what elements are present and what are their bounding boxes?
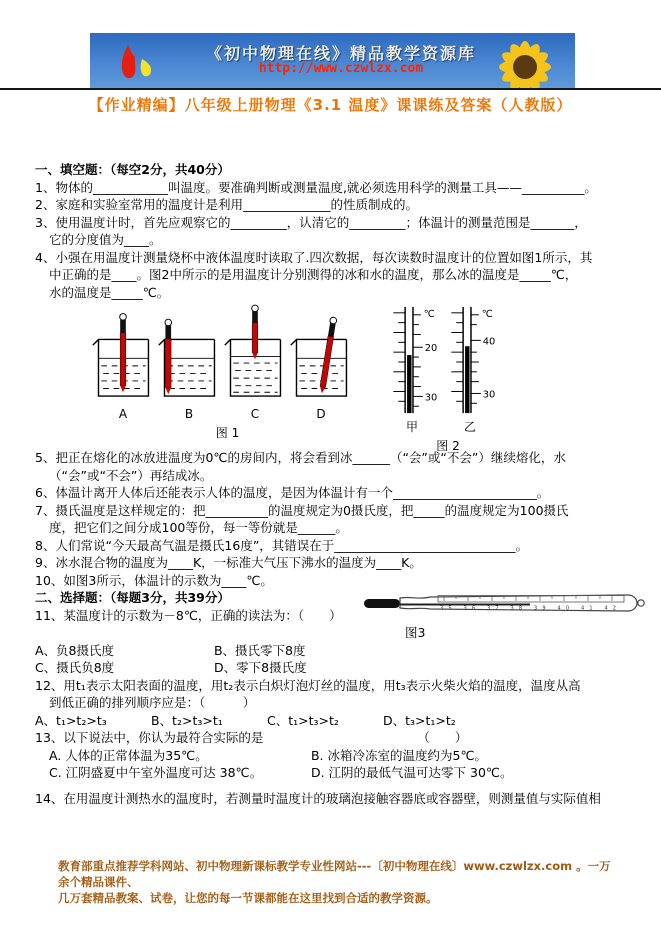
figure-3 xyxy=(360,587,660,624)
question-12-line1: 12、用t₁表示太阳表面的温度，用t₂表示白炽灯泡灯丝的温度，用t₃表示火柴火焰的温度，温度从高 xyxy=(35,677,581,693)
q11-option-b: B、摄氏零下8度 xyxy=(213,642,306,658)
question-11-options-row1 xyxy=(35,642,635,660)
question-7-line2: 度，把它们之间分成100等份，每一等份就是______。 xyxy=(49,520,348,535)
question-8: 8、人们常说“今天最高气温是摄氏16度”，其错误在于_____________________________。 xyxy=(35,537,529,553)
question-4-line2: 中正确的是____。图2中所示的是用温度计分别测得的冰和水的温度，那么冰的温度是_____℃， xyxy=(49,267,578,282)
q11-option-a: A、负8摄氏度 xyxy=(35,642,115,658)
question-3-line1: 3、使用温度计时，首先应观察它的_________，认清它的_________；体温计的测量范围是_______， xyxy=(35,214,587,230)
flame-logo-icon xyxy=(90,33,185,88)
header-divider xyxy=(0,88,661,90)
banner-site-url[interactable]: http://www.czwlzx.com xyxy=(258,61,424,77)
q13-stem: 13、以下说法中，你认为最符合实际的是 xyxy=(35,730,264,745)
beaker-a-image xyxy=(90,303,156,408)
footer-line1: 教育部重点推荐学科网站、初中物理新课标教学专业性网站---〔初中物理在线〕www.czwlzx.com 。一万余个精品课件、 xyxy=(58,859,611,889)
question-5-line2: （“会”或“不会”）再结成冰。 xyxy=(49,467,213,483)
question-11: 11、某温度计的示数为－8℃，正确的读法为：（ ） xyxy=(35,607,342,623)
beaker-label-b: B xyxy=(184,407,194,421)
thermometer-labels xyxy=(383,419,513,437)
question-11-options-row2 xyxy=(35,659,635,677)
question-3-line2: 它的分度值为____。 xyxy=(49,232,162,247)
q12-option-c: C、t₁>t₃>t₂ xyxy=(266,712,339,728)
spacer xyxy=(35,782,635,790)
figure-2 xyxy=(383,303,513,453)
question-14: 14、在用温度计测热水的温度时，若测量时温度计的玻璃泡接触容器底或容器壁，则测量值与实际值相 xyxy=(35,790,601,806)
q11-option-c: C、摄氏负8度 xyxy=(35,660,115,675)
question-13 xyxy=(35,729,635,747)
q12-option-d: D、t₃>t₁>t₂ xyxy=(382,712,456,728)
jia-unit-label: ℃ xyxy=(423,308,435,320)
worksheet-body xyxy=(35,161,635,807)
page-footer xyxy=(58,858,618,906)
beaker-c-image xyxy=(222,303,288,408)
q12-option-b: B、t₂>t₃>t₁ xyxy=(150,712,223,728)
figure-3-caption: 图3 xyxy=(405,625,426,640)
thermometer-yi-image xyxy=(441,303,499,419)
q13-option-c: C. 江阴盛夏中午室外温度可达 38℃。 xyxy=(49,765,263,780)
q12-option-a: A、t₁>t₂>t₃ xyxy=(35,712,107,728)
figure-1 xyxy=(90,303,365,446)
question-6: 6、体温计离开人体后还能表示人体的温度，是因为体温计有一个_______________________。 xyxy=(35,485,550,500)
question-9: 9、冰水混合物的温度为____K，一标准大气压下沸水的温度为____K。 xyxy=(35,555,422,570)
figure-2-caption: 图 2 xyxy=(436,438,460,453)
question-10: 10、如图3所示，体温计的示数为____℃。 xyxy=(35,572,273,588)
thermometer-jia-image xyxy=(383,303,441,419)
question-7-line1: 7、摄氏温度是这样规定的：把__________的温度规定为0摄氏度，把_____的温度规定为100摄氏 xyxy=(35,502,569,518)
q13-answer-paren: （ ） xyxy=(417,730,468,745)
q13-option-b: B. 冰箱冷冻室的温度约为5℃。 xyxy=(310,747,487,763)
jia-tick-top: 20 xyxy=(424,343,438,355)
question-4-line1: 4、小强在用温度计测量烧杯中液体温度时读取了.四次数据，每次读数时温度计的位置如图1所示，其 xyxy=(35,249,593,265)
beaker-label-a: A xyxy=(118,407,128,421)
question-2: 2、家庭和实验室常用的温度计是利用______________的性质制成的。 xyxy=(35,197,418,212)
question-1: 1、物体的____________叫温度。要准确判断或测量温度,就必须选用科学的测量工具——__________。 xyxy=(35,179,597,195)
fill-section-header: 一、填空题：（每空2分，共40分） xyxy=(35,162,230,177)
footer-line2: 几万套精品教案、试卷，让您的每一节课都能在这里找到合适的教学资源。 xyxy=(58,891,438,905)
figures-row xyxy=(35,303,635,453)
banner-site-title: 《初中物理在线》精品教学资源库 xyxy=(205,43,476,63)
question-13-options-row2 xyxy=(35,764,635,782)
sunflower-icon xyxy=(497,33,575,88)
question-12-line2: 到低正确的排列顺序应是：（ ） xyxy=(49,695,256,710)
beaker-label-d: D xyxy=(316,407,326,421)
sunflower-image xyxy=(497,33,575,88)
q11-option-d: D、零下8摄氏度 xyxy=(213,660,307,675)
site-banner[interactable] xyxy=(90,33,575,88)
yi-unit-label: ℃ xyxy=(481,308,493,320)
thermometer-label-yi: 乙 xyxy=(463,420,476,434)
choice-section-header: 二、选择题：（每题3分，共39分） xyxy=(35,590,230,605)
yi-tick-bottom: 30 xyxy=(482,389,496,401)
question-4-line3: 水的温度是_____℃。 xyxy=(49,284,170,300)
beaker-label-c: C xyxy=(250,407,260,421)
q13-option-d: D. 江阴的最低气温可达零下 30℃。 xyxy=(310,765,513,780)
clinical-thermometer-image xyxy=(360,587,660,619)
beaker-labels xyxy=(90,406,365,424)
figure-1-caption: 图 1 xyxy=(215,425,240,440)
beaker-b-image xyxy=(156,303,222,408)
question-13-options-row1 xyxy=(35,747,635,765)
jia-tick-bottom: 30 xyxy=(424,392,438,404)
question-5-line1: 5、把正在熔化的冰放进温度为0℃的房间内，将会看到冰______（“会”或“不会”）继续熔化，水 xyxy=(35,450,566,465)
page-title: 【作业精编】八年级上册物理《3.1 温度》课课练及答案（人教版） xyxy=(88,96,573,114)
beaker-d-image xyxy=(288,303,354,408)
site-logo-icon xyxy=(90,33,185,88)
yi-tick-top: 40 xyxy=(482,336,496,348)
question-12-options xyxy=(35,712,635,730)
q13-option-a: A. 人体的正常体温为35℃。 xyxy=(49,747,208,763)
thermometer-label-jia: 甲 xyxy=(405,420,418,434)
fig3-scale-numbers: 35 36 37 38 39 40 41 42 xyxy=(440,605,616,612)
